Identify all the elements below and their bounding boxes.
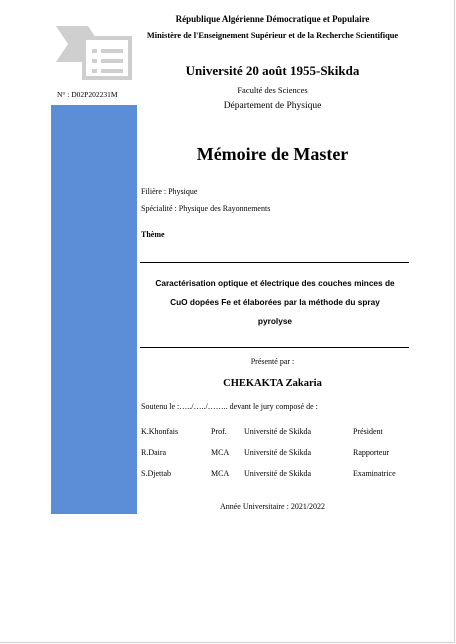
theme-top-rule — [140, 262, 409, 263]
theme-line: CuO dopées Fe et élaborées par la méthode du spray — [170, 297, 380, 307]
republic-header: République Algérienne Démocratique et Populaire — [175, 14, 370, 24]
academic-year: Année Universitaire : 2021/2022 — [219, 502, 326, 511]
jury-role: Rapporteur — [353, 448, 389, 457]
jury-role: Président — [353, 427, 383, 436]
page-title: Mémoire de Master — [196, 144, 349, 164]
jury-name: S.Djettab — [141, 469, 171, 478]
filiere-label: Filière : Physique — [141, 187, 198, 196]
theme-line: Caractérisation optique et électrique des couches minces de — [155, 278, 395, 288]
department-name: Département de Physique — [223, 101, 322, 111]
jury-name: K.Khonfais — [141, 427, 179, 436]
table-row — [141, 469, 413, 490]
specialite-label: Spécialité : Physique des Rayonnements — [141, 204, 271, 213]
theme-title — [142, 274, 408, 331]
jury-grade: Prof. — [211, 427, 227, 436]
jury-institution: Université de Skikda — [244, 469, 312, 478]
theme-label: Thème — [141, 230, 165, 239]
author-name: CHEKAKTA Zakaria — [223, 378, 322, 389]
document-list-icon — [54, 22, 134, 84]
theme-bottom-rule — [140, 347, 409, 348]
ministry-header: Ministère de l'Enseignement Supérieur et de la Recherche Scientifique — [146, 31, 399, 40]
presented-by-label: Présenté par : — [250, 357, 295, 366]
defense-date-line: Soutenu le :…../…../…….. devant le jury composé de : — [141, 402, 318, 411]
jury-institution: Université de Skikda — [244, 427, 312, 436]
university-name: Université 20 août 1955-Skikda — [185, 63, 360, 78]
jury-role: Examinatrice — [353, 469, 396, 478]
jury-grade: MCA — [211, 469, 230, 478]
jury-name: R.Daira — [141, 448, 167, 457]
faculty-name: Faculté des Sciences — [237, 85, 308, 95]
jury-table — [141, 427, 413, 490]
theme-line: pyrolyse — [257, 316, 293, 326]
jury-grade: MCA — [211, 448, 230, 457]
reference-number: N° : D02P202231M — [57, 90, 118, 99]
jury-institution: Université de Skikda — [244, 448, 312, 457]
table-row — [141, 427, 413, 448]
table-row — [141, 448, 413, 469]
accent-bar — [51, 105, 137, 514]
